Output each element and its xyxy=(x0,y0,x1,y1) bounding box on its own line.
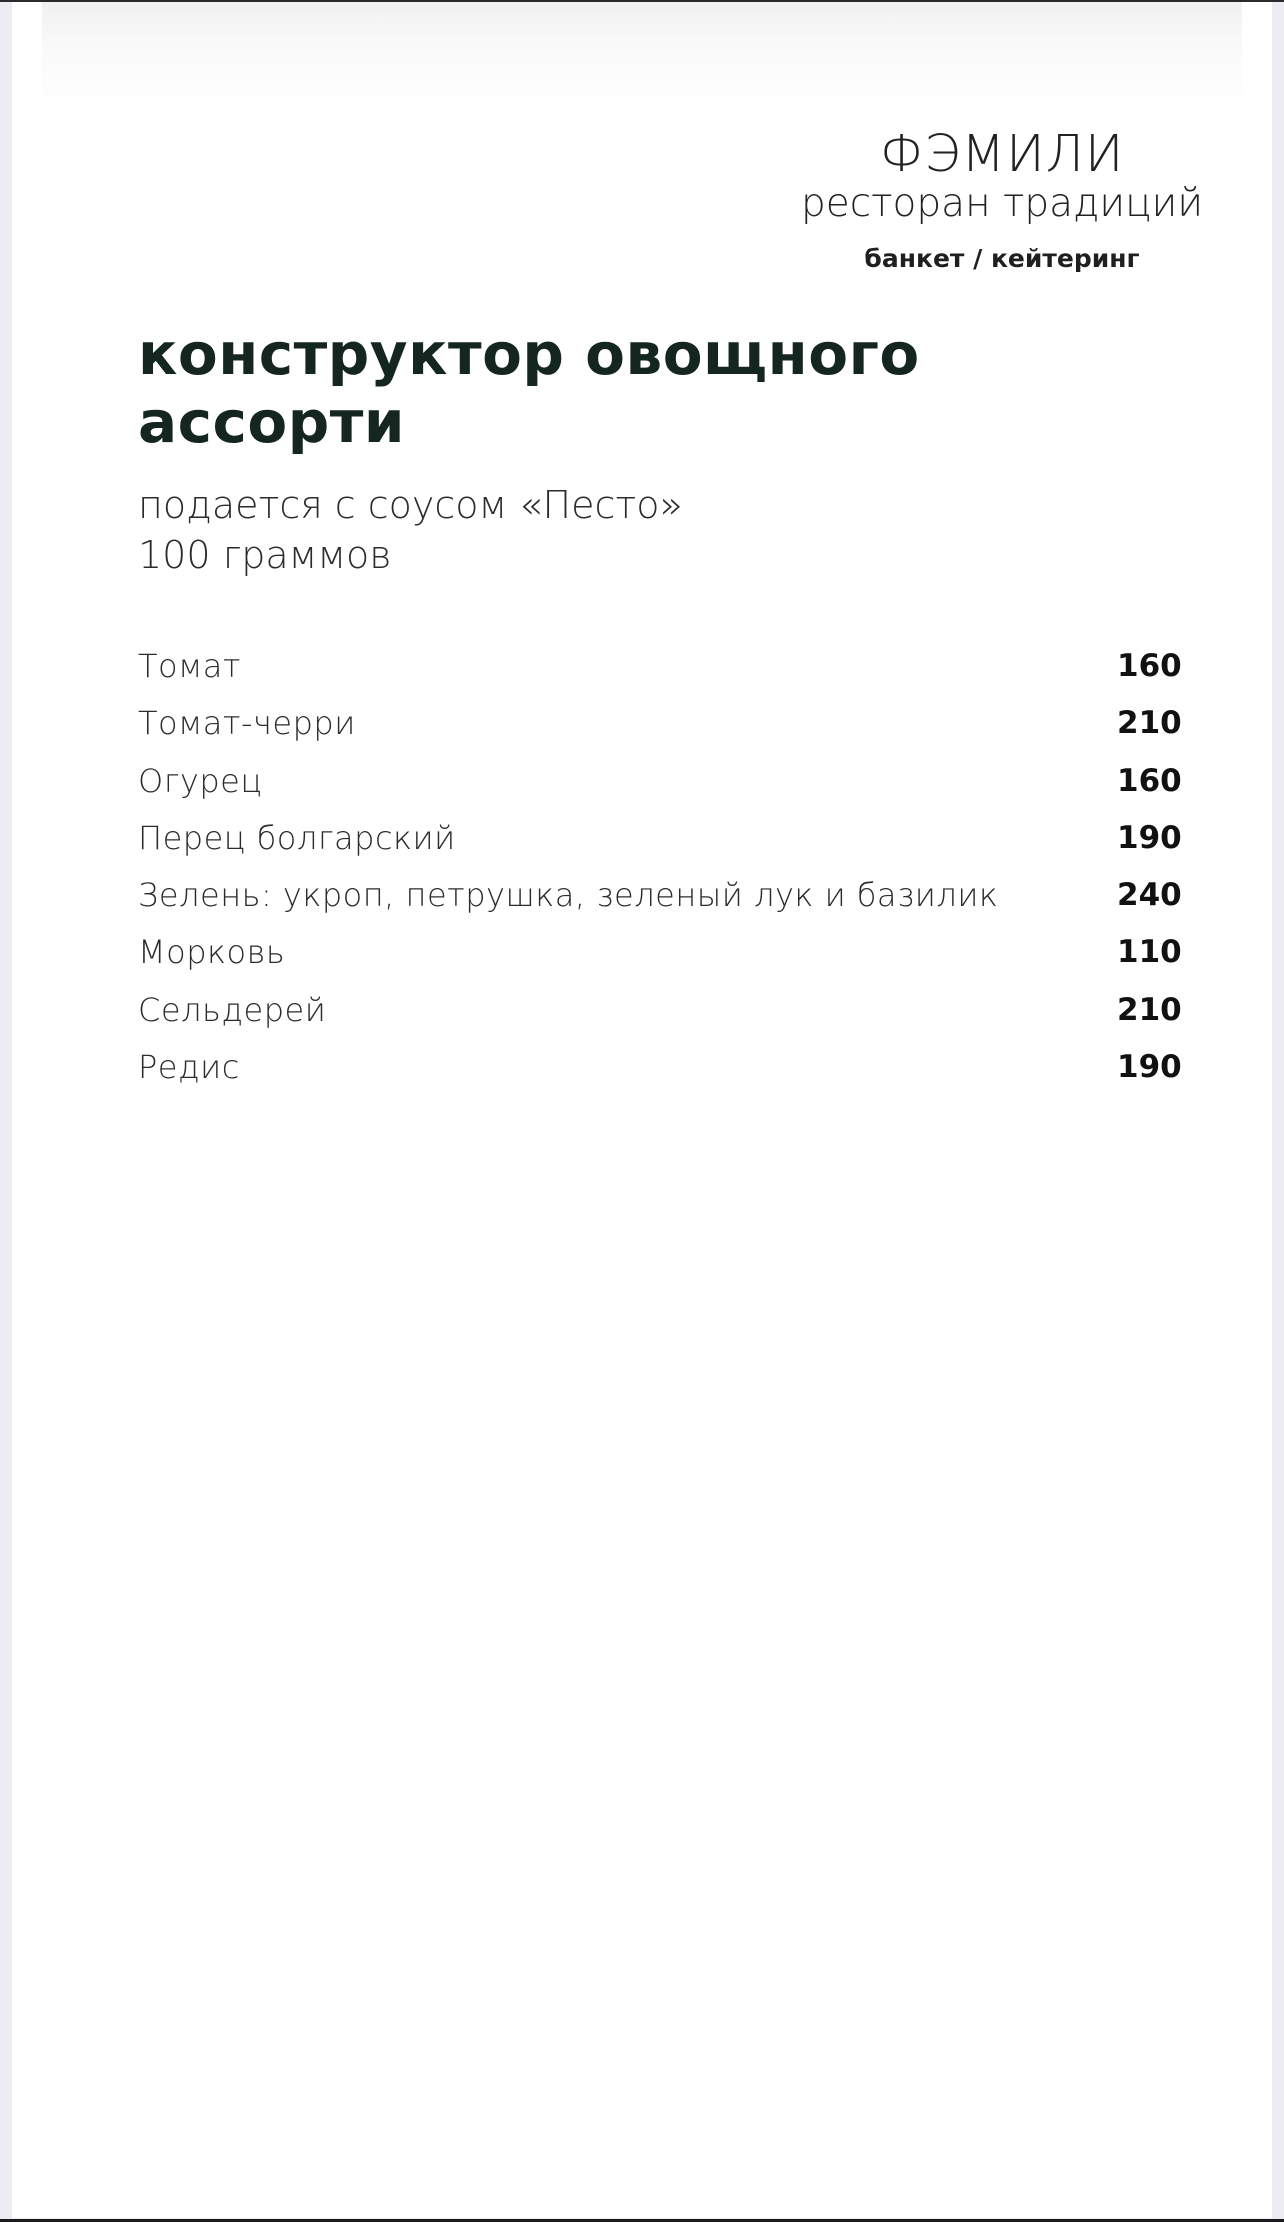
menu-item-price: 160 xyxy=(1117,648,1182,684)
page-top-shadow xyxy=(42,2,1242,112)
menu-item-name: Редис xyxy=(138,1048,240,1087)
menu-item-name: Огурец xyxy=(138,761,263,800)
menu-item-price: 160 xyxy=(1117,762,1182,799)
menu-subtitle xyxy=(138,480,1038,580)
menu-item-price: 190 xyxy=(1117,1049,1182,1086)
menu-page[interactable] xyxy=(12,2,1272,2218)
menu-item-price: 240 xyxy=(1117,877,1182,914)
menu-item xyxy=(138,928,1208,985)
menu-subtitle-weight: 100 граммов xyxy=(138,533,392,577)
menu-item-name: Перец болгарский xyxy=(138,818,456,857)
restaurant-tagline: ресторан традиций xyxy=(800,181,1204,226)
restaurant-brand xyxy=(752,127,1252,275)
restaurant-services: банкет / кейтеринг xyxy=(864,244,1140,273)
menu-item-price: 110 xyxy=(1117,934,1182,971)
menu-item-name: Томат-черри xyxy=(138,704,356,743)
menu-item xyxy=(138,699,1208,756)
menu-item-price: 210 xyxy=(1117,705,1182,742)
menu-item xyxy=(138,757,1208,814)
menu-item xyxy=(138,642,1208,699)
menu-item xyxy=(138,871,1208,928)
restaurant-name: ФЭМИЛИ xyxy=(879,125,1125,184)
menu-items-list xyxy=(138,642,1208,1100)
menu-item-price: 210 xyxy=(1117,991,1182,1028)
menu-item xyxy=(138,814,1208,871)
menu-item-name: Томат xyxy=(138,647,241,685)
menu-title-line-2: ассорти xyxy=(138,388,406,456)
menu-subtitle-sauce: подается с соусом «Песто» xyxy=(138,483,683,527)
menu-title xyxy=(138,320,1138,456)
menu-item-name: Морковь xyxy=(138,933,286,972)
menu-title-line-1: конструктор овощного xyxy=(138,320,920,388)
menu-item-name: Зелень: укроп, петрушка, зеленый лук и базилик xyxy=(138,876,999,915)
menu-item xyxy=(138,1043,1208,1100)
menu-item xyxy=(138,986,1208,1043)
menu-item-name: Сельдерей xyxy=(138,990,327,1029)
menu-item-price: 190 xyxy=(1117,819,1182,856)
